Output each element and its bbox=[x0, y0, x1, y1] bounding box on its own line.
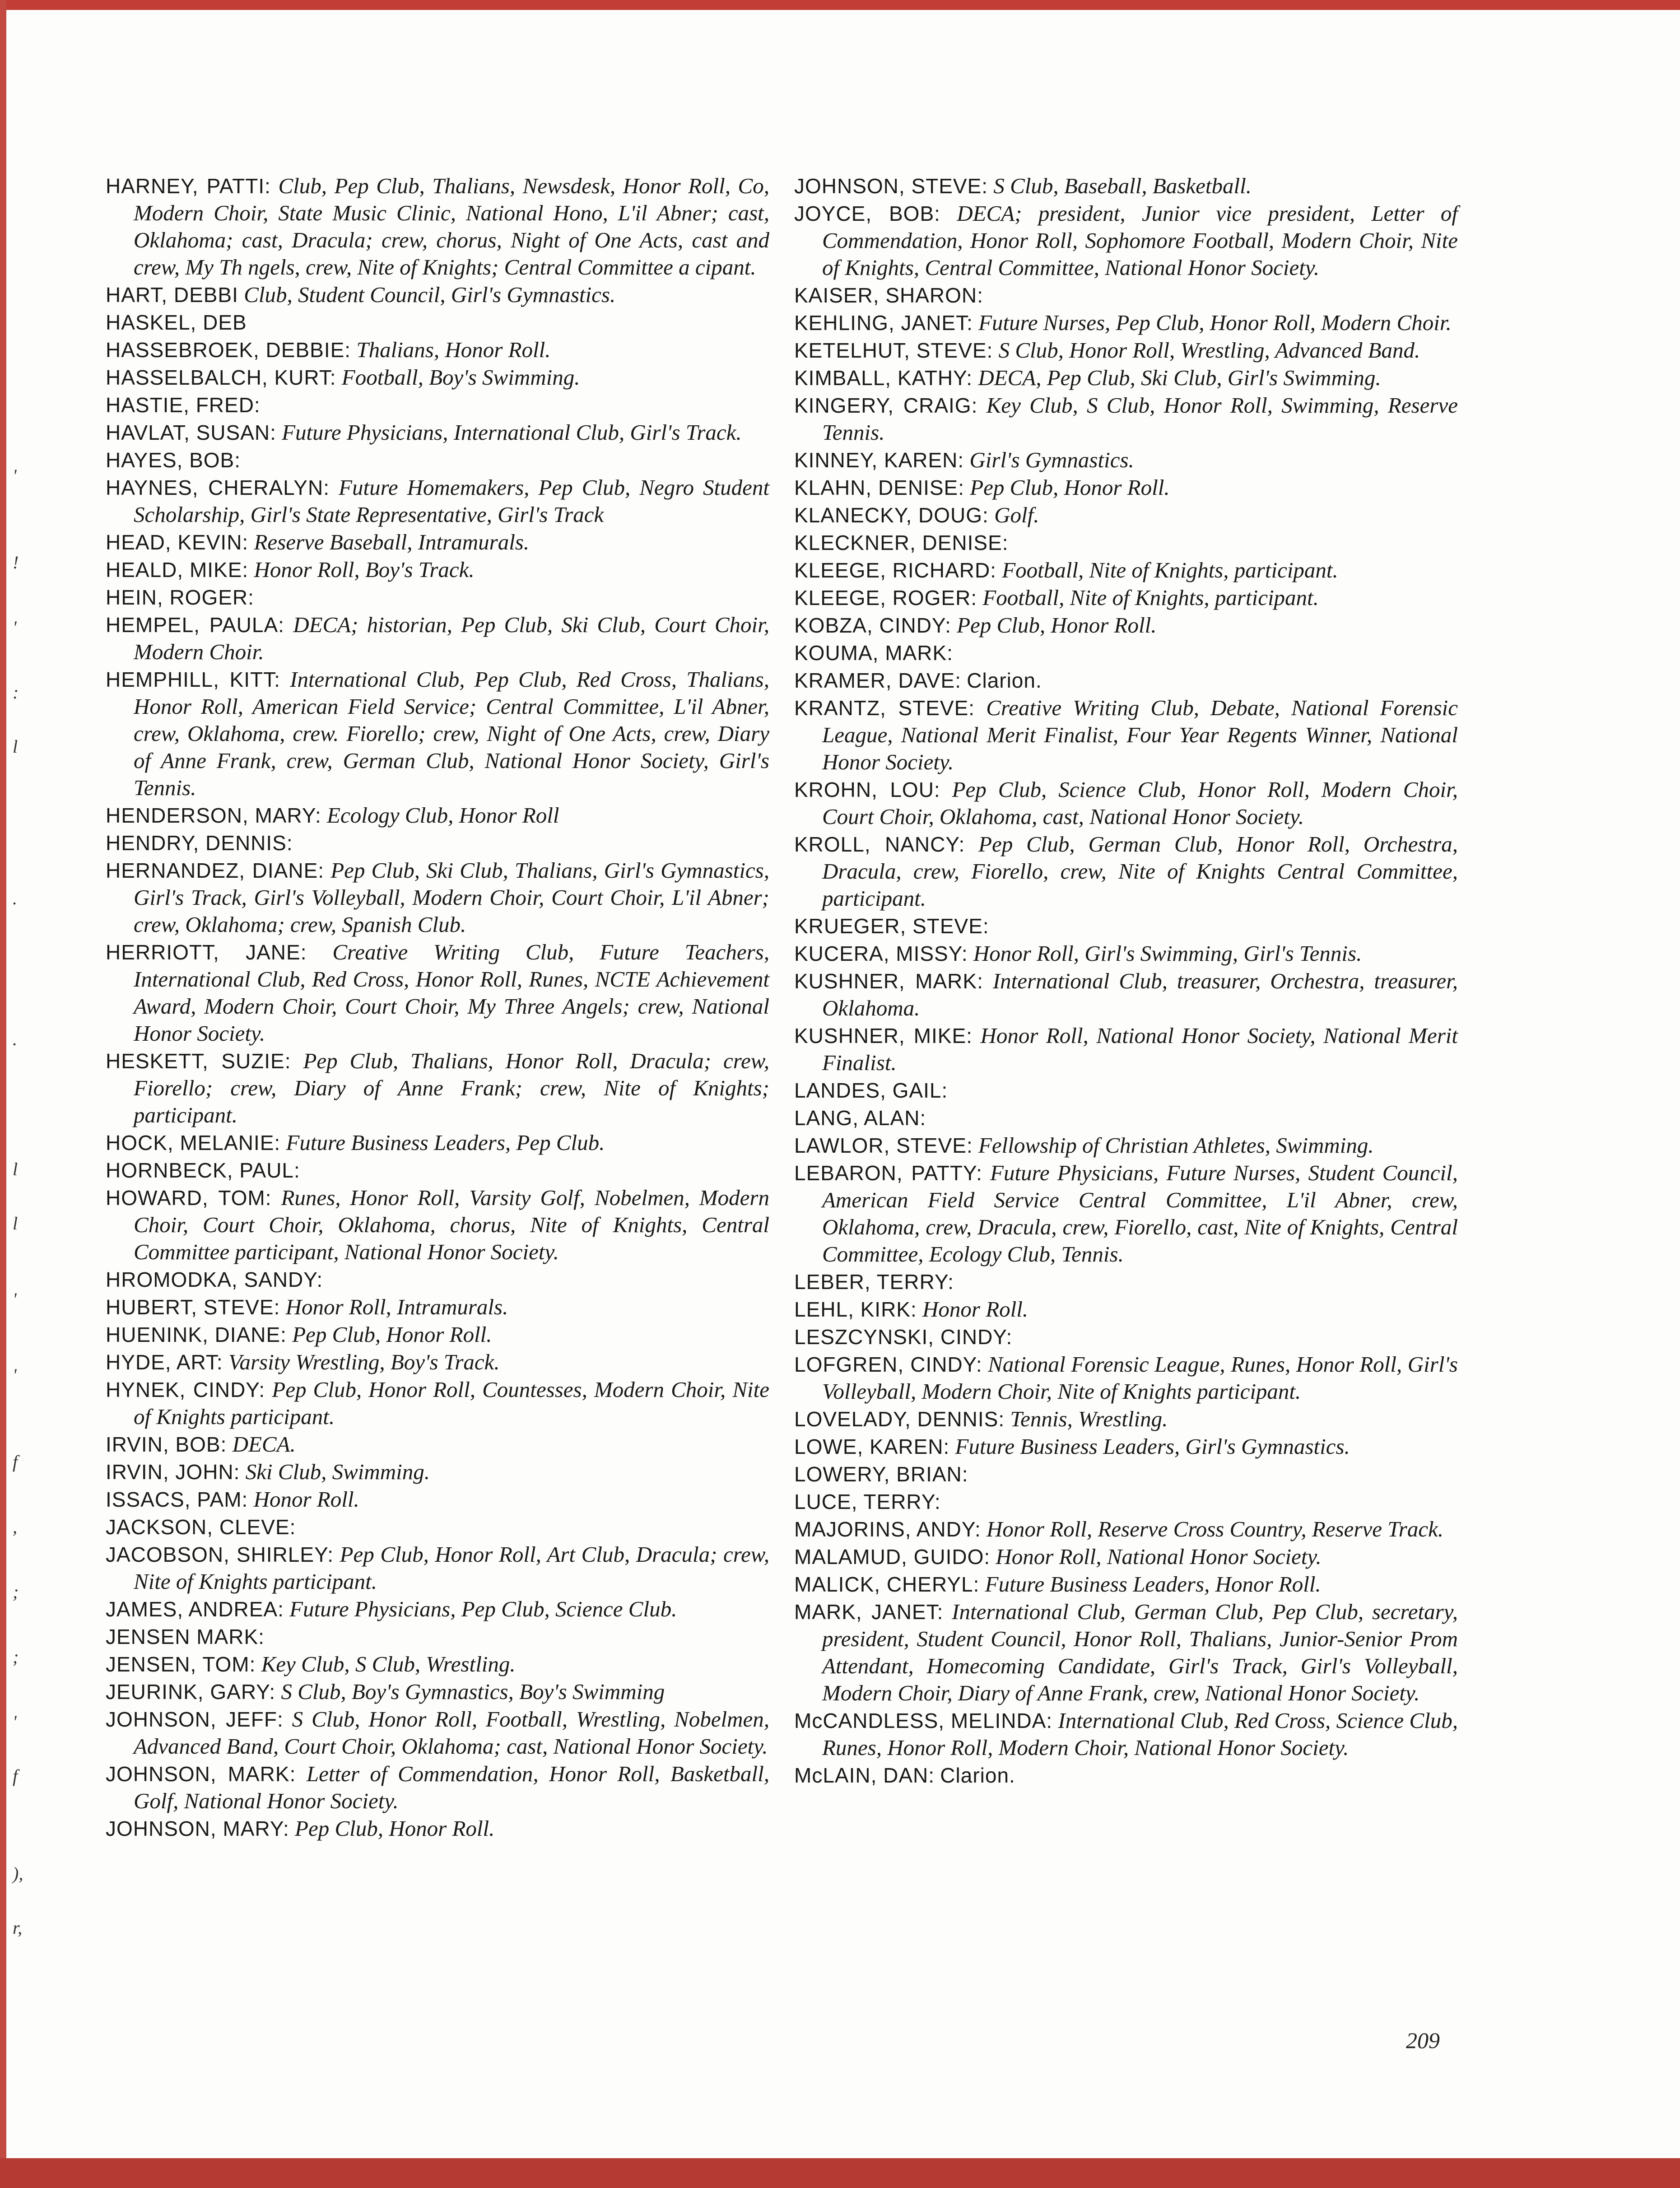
student-activities: International Club, Red Cross, Science Club, Runes, Honor Roll, Modern Choir, National Honor Society. bbox=[822, 1708, 1458, 1760]
directory-entry bbox=[794, 831, 1458, 912]
student-name: KUSHNER, MIKE: bbox=[794, 1024, 973, 1047]
directory-entry bbox=[794, 1433, 1458, 1460]
student-activities: International Club, German Club, Pep Club, secretary, president, Student Council, Honor Roll, Thalians, Junior-Senior Prom Attendant, Homecoming Candidate, Girl's Track, Girl's Volleyball, Modern Choir, Diary of Anne Frank, crew, National Honor Society. bbox=[822, 1599, 1458, 1705]
student-name: JENSEN, TOM: bbox=[106, 1653, 256, 1676]
directory-entry bbox=[794, 392, 1458, 446]
student-name: MALAMUD, GUIDO: bbox=[794, 1545, 991, 1569]
yearbook-page bbox=[6, 10, 1680, 2158]
student-name: HEMPHILL, KITT: bbox=[106, 668, 280, 691]
student-activities: Future Physicians, International Club, Girl's Track. bbox=[282, 420, 742, 445]
directory-entry bbox=[794, 1461, 1458, 1488]
directory-entry bbox=[794, 1351, 1458, 1405]
student-activities: DECA; president, Junior vice president, Letter of Commendation, Honor Roll, Sophomore Football, Modern Choir, Nite of Knights, Central Committee, National Honor Society. bbox=[822, 201, 1458, 280]
student-name: HOCK, MELANIE: bbox=[106, 1131, 281, 1155]
directory-entry bbox=[794, 1132, 1458, 1159]
student-name: JOYCE, BOB: bbox=[794, 202, 940, 225]
student-name: KOBZA, CINDY: bbox=[794, 614, 951, 637]
directory-entry bbox=[106, 829, 769, 857]
student-activities: Pep Club, Honor Roll. bbox=[295, 1816, 495, 1841]
student-name: HYNEK, CINDY: bbox=[106, 1378, 265, 1401]
directory-entry bbox=[106, 529, 769, 556]
student-name: KROHN, LOU: bbox=[794, 778, 940, 801]
student-name: HYDE, ART: bbox=[106, 1350, 223, 1374]
directory-entry bbox=[794, 1571, 1458, 1598]
student-name: LOVELADY, DENNIS: bbox=[794, 1407, 1005, 1431]
student-name: HAYES, BOB: bbox=[106, 448, 241, 472]
right-column bbox=[794, 172, 1458, 1789]
directory-entry bbox=[106, 857, 769, 938]
student-activities: Pep Club, Science Club, Honor Roll, Modern Choir, Court Choir, Oklahoma, cast, National Honor Society. bbox=[822, 777, 1458, 829]
student-activities: Creative Writing Club, Future Teachers, International Club, Red Cross, Honor Roll, Runes, NCTE Achievement Award, Modern Choir, Court Choir, My Three Angels; crew, National Honor Society. bbox=[134, 940, 769, 1046]
student-activities: Honor Roll, Intramurals. bbox=[285, 1294, 508, 1319]
student-name: HERNANDEZ, DIANE: bbox=[106, 859, 325, 882]
student-name: KLANECKY, DOUG: bbox=[794, 503, 989, 527]
student-name: KRUEGER, STEVE: bbox=[794, 914, 989, 938]
directory-entry bbox=[106, 1294, 769, 1321]
student-activities: Future Physicians, Future Nurses, Student Council, American Field Service Central Committee, L'il Abner, crew, Oklahoma, crew, Dracula, crew, Fiorello, cast, Nite of Knights, Central Committee, Ecology Club, Tennis. bbox=[822, 1160, 1458, 1266]
directory-entry bbox=[794, 1296, 1458, 1323]
gutter-mark: ' bbox=[13, 1712, 17, 1732]
directory-entry bbox=[794, 309, 1458, 336]
directory-entry bbox=[106, 1651, 769, 1678]
student-name: HASKEL, DEB bbox=[106, 311, 247, 334]
directory-entry bbox=[106, 939, 769, 1047]
student-activities: Football, Nite of Knights, participant. bbox=[1002, 558, 1338, 582]
student-name: LUCE, TERRY: bbox=[794, 1490, 941, 1513]
student-name: LEHL, KIRK: bbox=[794, 1298, 917, 1321]
student-activities: Honor Roll. bbox=[922, 1297, 1028, 1322]
directory-entry bbox=[794, 1598, 1458, 1707]
student-name: JACKSON, CLEVE: bbox=[106, 1515, 296, 1539]
student-name: HORNBECK, PAUL: bbox=[106, 1159, 300, 1182]
gutter-mark: . bbox=[13, 1029, 17, 1049]
directory-entry bbox=[106, 309, 769, 336]
student-name: KROLL, NANCY: bbox=[794, 833, 965, 856]
gutter-mark: ; bbox=[13, 1647, 19, 1667]
gutter-mark: l bbox=[13, 736, 18, 757]
student-name: LOWERY, BRIAN: bbox=[794, 1462, 968, 1486]
student-name: IRVIN, BOB: bbox=[106, 1433, 227, 1456]
student-name: KAISER, SHARON: bbox=[794, 284, 983, 307]
directory-entry bbox=[794, 474, 1458, 501]
student-name: IRVIN, JOHN: bbox=[106, 1460, 240, 1484]
directory-entry bbox=[794, 612, 1458, 639]
student-activities: Pep Club, Honor Roll, Art Club, Dracula; crew, Nite of Knights participant. bbox=[134, 1542, 770, 1594]
student-name: HAYNES, CHERALYN: bbox=[106, 476, 330, 499]
student-activities: S Club, Boy's Gymnastics, Boy's Swimming bbox=[281, 1679, 665, 1704]
directory-entry bbox=[106, 1349, 769, 1376]
student-activities: Key Club, S Club, Wrestling. bbox=[261, 1652, 516, 1676]
student-name: ISSACS, PAM: bbox=[106, 1488, 248, 1511]
gutter-mark: ' bbox=[13, 1365, 17, 1385]
student-activities: Varsity Wrestling, Boy's Track. bbox=[228, 1350, 500, 1374]
student-activities: S Club, Honor Roll, Wrestling, Advanced Band. bbox=[998, 338, 1420, 363]
gutter-mark: ! bbox=[13, 552, 19, 573]
gutter-marks bbox=[6, 10, 33, 2158]
directory-entry bbox=[106, 1321, 769, 1348]
student-activities: Pep Club, Honor Roll. bbox=[292, 1322, 492, 1347]
student-activities: Club, Student Council, Girl's Gymnastics. bbox=[244, 282, 616, 307]
directory-entry bbox=[794, 694, 1458, 776]
student-activities: National Forensic League, Runes, Honor Roll, Girl's Volleyball, Modern Choir, Nite of Knights participant. bbox=[822, 1352, 1458, 1404]
student-name: JOHNSON, MARK: bbox=[106, 1762, 296, 1786]
directory-entry bbox=[106, 172, 769, 281]
gutter-mark: f bbox=[13, 1452, 18, 1472]
student-name: KETELHUT, STEVE: bbox=[794, 339, 993, 362]
directory-entry bbox=[106, 1129, 769, 1156]
student-name: KOUMA, MARK: bbox=[794, 641, 953, 665]
student-name: HEIN, ROGER: bbox=[106, 586, 254, 609]
student-activities: Football, Boy's Swimming. bbox=[341, 365, 580, 390]
directory-entry bbox=[106, 1623, 769, 1650]
student-activities: Fellowship of Christian Athletes, Swimming. bbox=[978, 1133, 1374, 1158]
student-activities: S Club, Honor Roll, Football, Wrestling, Nobelmen, Advanced Band, Court Choir, Oklahoma; cast, National Honor Society. bbox=[134, 1707, 769, 1759]
student-name: LANG, ALAN: bbox=[794, 1106, 926, 1130]
student-activities: Future Physicians, Pep Club, Science Club. bbox=[289, 1597, 677, 1621]
directory-entry bbox=[106, 1047, 769, 1129]
directory-entry bbox=[106, 584, 769, 611]
directory-entry bbox=[106, 1815, 769, 1842]
student-name: HUBERT, STEVE: bbox=[106, 1295, 280, 1319]
directory-entry bbox=[106, 474, 769, 528]
student-activities: Honor Roll. bbox=[253, 1487, 359, 1512]
student-activities: Ecology Club, Honor Roll bbox=[327, 803, 559, 828]
student-activities: Future Homemakers, Pep Club, Negro Student Scholarship, Girl's State Representative, Girl's Track bbox=[134, 475, 769, 527]
directory-entry bbox=[106, 1376, 769, 1430]
student-name: HENDERSON, MARY: bbox=[106, 804, 321, 827]
student-name: MALICK, CHERYL: bbox=[794, 1573, 980, 1596]
student-activities: Golf. bbox=[994, 503, 1039, 527]
student-name: HASSELBALCH, KURT: bbox=[106, 366, 336, 389]
student-name: KUSHNER, MARK: bbox=[794, 969, 983, 993]
directory-entry bbox=[794, 364, 1458, 391]
student-name: HEAD, KEVIN: bbox=[106, 531, 249, 554]
student-name: HASTIE, FRED: bbox=[106, 393, 261, 417]
directory-entry bbox=[794, 940, 1458, 967]
student-activities: S Club, Baseball, Basketball. bbox=[993, 173, 1252, 198]
student-activities: Honor Roll, National Honor Society, National Merit Finalist. bbox=[822, 1023, 1458, 1075]
student-activities: Thalians, Honor Roll. bbox=[356, 337, 551, 362]
student-activities: International Club, treasurer, Orchestra, treasurer, Oklahoma. bbox=[822, 968, 1458, 1020]
student-activities: Key Club, S Club, Honor Roll, Swimming, Reserve Tennis. bbox=[822, 393, 1458, 445]
student-name: KUCERA, MISSY: bbox=[794, 942, 968, 965]
directory-entry bbox=[794, 584, 1458, 611]
gutter-mark: . bbox=[13, 888, 17, 908]
directory-entry bbox=[106, 611, 769, 666]
gutter-mark: : bbox=[13, 682, 19, 703]
student-activities: Pep Club, Honor Roll. bbox=[957, 613, 1157, 638]
student-activities: Pep Club, Honor Roll, Countesses, Modern Choir, Nite of Knights participant. bbox=[134, 1377, 769, 1429]
student-name: HERRIOTT, JANE: bbox=[106, 940, 307, 964]
student-activities: DECA. bbox=[232, 1432, 296, 1457]
student-activities: Creative Writing Club, Debate, National Forensic League, National Merit Finalist, Four Year Regents Winner, National Honor Society. bbox=[822, 695, 1458, 774]
student-name: HART, DEBBI bbox=[106, 283, 238, 307]
directory-entry bbox=[794, 1268, 1458, 1295]
student-name: JEURINK, GARY: bbox=[106, 1680, 276, 1704]
directory-entry bbox=[794, 172, 1458, 200]
directory-entry bbox=[106, 1513, 769, 1541]
student-name: KIMBALL, KATHY: bbox=[794, 366, 973, 390]
student-name: JAMES, ANDREA: bbox=[106, 1597, 284, 1621]
directory-entry bbox=[106, 1458, 769, 1485]
student-name: KLAHN, DENISE: bbox=[794, 476, 964, 499]
gutter-mark: , bbox=[13, 1517, 17, 1537]
student-name: HOWARD, TOM: bbox=[106, 1186, 272, 1210]
student-name: KLEEGE, ROGER: bbox=[794, 586, 977, 610]
student-name: HARNEY, PATTI: bbox=[106, 174, 271, 198]
directory-entry bbox=[794, 337, 1458, 364]
student-name: KLECKNER, DENISE: bbox=[794, 531, 1009, 554]
student-activities: Honor Roll, Reserve Cross Country, Reserve Track. bbox=[987, 1517, 1444, 1541]
gutter-mark: ' bbox=[13, 617, 17, 638]
student-name: HASSEBROEK, DEBBIE: bbox=[106, 338, 351, 362]
gutter-mark: r, bbox=[13, 1918, 23, 1938]
student-name: LEBARON, PATTY: bbox=[794, 1161, 982, 1185]
directory-entry bbox=[106, 364, 769, 391]
directory-entry bbox=[794, 1543, 1458, 1570]
directory-entry bbox=[106, 1706, 769, 1760]
student-name: JOHNSON, STEVE: bbox=[794, 174, 988, 198]
gutter-mark: l bbox=[13, 1213, 18, 1234]
directory-entry bbox=[794, 912, 1458, 940]
student-name: HUENINK, DIANE: bbox=[106, 1323, 287, 1346]
gutter-mark: ' bbox=[13, 466, 17, 486]
directory-entry bbox=[106, 1486, 769, 1513]
student-activities: Honor Roll, National Honor Society. bbox=[996, 1544, 1322, 1569]
student-activities: Future Business Leaders, Pep Club. bbox=[286, 1130, 605, 1155]
student-name: MAJORINS, ANDY: bbox=[794, 1518, 981, 1541]
directory-entry bbox=[106, 1157, 769, 1184]
student-name: JOHNSON, MARY: bbox=[106, 1817, 289, 1840]
student-name: KRAMER, DAVE: bbox=[794, 669, 961, 692]
student-name: LAWLOR, STEVE: bbox=[794, 1134, 973, 1157]
student-activities: Tennis, Wrestling. bbox=[1010, 1406, 1168, 1431]
student-name: KINNEY, KAREN: bbox=[794, 448, 964, 472]
directory-entry bbox=[794, 1707, 1458, 1761]
directory-entry bbox=[794, 776, 1458, 830]
student-activities: Football, Nite of Knights, participant. bbox=[982, 585, 1319, 610]
student-name: LOWE, KAREN: bbox=[794, 1435, 950, 1458]
gutter-mark: f bbox=[13, 1766, 18, 1786]
directory-entry bbox=[794, 1159, 1458, 1268]
directory-entry bbox=[106, 391, 769, 419]
page-number: 209 bbox=[1406, 2028, 1440, 2053]
directory-entry bbox=[794, 282, 1458, 309]
student-activities: DECA, Pep Club, Ski Club, Girl's Swimming. bbox=[978, 365, 1381, 390]
student-activities: Future Business Leaders, Girl's Gymnastics. bbox=[955, 1434, 1350, 1459]
student-activities: Runes, Honor Roll, Varsity Golf, Nobelmen, Modern Choir, Court Choir, Oklahoma, chorus, Nite of Knights, Central Committee participant, National Honor Society. bbox=[134, 1185, 769, 1264]
student-activities: Pep Club, Honor Roll. bbox=[970, 475, 1170, 500]
directory-entry bbox=[794, 667, 1458, 694]
student-activities: Honor Roll, Boy's Track. bbox=[254, 557, 475, 582]
student-activities: International Club, Pep Club, Red Cross, Thalians, Honor Roll, American Field Service; Central Committee, L'il Abner, crew, Oklahoma, crew. Fiorello; crew, Night of One Acts, crew, Diary of Anne Frank, crew, German Club, National Honor Society, Girl's Tennis. bbox=[134, 667, 769, 800]
directory-entry bbox=[794, 968, 1458, 1022]
student-name: LEBER, TERRY: bbox=[794, 1270, 954, 1294]
directory-entry bbox=[794, 1323, 1458, 1350]
directory-entry bbox=[106, 281, 769, 308]
student-activities: Future Business Leaders, Honor Roll. bbox=[985, 1572, 1321, 1597]
page-bottom-edge bbox=[0, 2158, 1680, 2188]
directory-entry bbox=[794, 1022, 1458, 1076]
directory-entry bbox=[794, 447, 1458, 474]
directory-entry bbox=[106, 419, 769, 446]
student-name: KRANTZ, STEVE: bbox=[794, 696, 975, 720]
directory-entry bbox=[794, 1762, 1458, 1789]
left-column bbox=[106, 172, 769, 1843]
directory-entry bbox=[794, 1406, 1458, 1433]
directory-entry bbox=[106, 1184, 769, 1266]
directory-entry bbox=[106, 336, 769, 363]
student-name: HROMODKA, SANDY: bbox=[106, 1268, 323, 1291]
student-activities: Girl's Gymnastics. bbox=[969, 447, 1134, 472]
directory-entry bbox=[794, 200, 1458, 281]
directory-entry bbox=[106, 447, 769, 474]
student-activities: Pep Club, Thalians, Honor Roll, Dracula; crew, Fiorello; crew, Diary of Anne Frank; crew, Nite of Knights; participant. bbox=[134, 1048, 769, 1127]
student-name: MARK, JANET: bbox=[794, 1600, 944, 1624]
student-name: HESKETT, SUZIE: bbox=[106, 1049, 291, 1073]
student-activities: Letter of Commendation, Honor Roll, Basketball, Golf, National Honor Society. bbox=[134, 1761, 770, 1813]
directory-entry bbox=[794, 639, 1458, 666]
directory-entry bbox=[106, 1760, 769, 1815]
student-activities: Clarion. bbox=[940, 1764, 1015, 1787]
directory-entry bbox=[106, 1678, 769, 1705]
student-name: HEMPEL, PAULA: bbox=[106, 613, 284, 637]
student-name: HAVLAT, SUSAN: bbox=[106, 421, 276, 444]
student-name: KINGERY, CRAIG: bbox=[794, 394, 978, 417]
directory-entry bbox=[794, 1077, 1458, 1104]
directory-entry bbox=[106, 802, 769, 829]
directory-entry bbox=[794, 1104, 1458, 1131]
directory-entry bbox=[106, 666, 769, 801]
page-left-edge bbox=[0, 0, 6, 2188]
student-activities: Future Nurses, Pep Club, Honor Roll, Modern Choir. bbox=[978, 310, 1452, 335]
directory-entry bbox=[794, 1516, 1458, 1543]
student-name: LANDES, GAIL: bbox=[794, 1079, 948, 1102]
student-activities: Pep Club, German Club, Honor Roll, Orchestra, Dracula, crew, Fiorello, crew, Nite of Knights Central Committee, participant. bbox=[822, 832, 1458, 911]
directory-entry bbox=[794, 1488, 1458, 1515]
directory-entry bbox=[106, 1266, 769, 1293]
page-top-edge bbox=[0, 0, 1680, 10]
directory-entry bbox=[106, 556, 769, 583]
gutter-mark: ), bbox=[13, 1863, 23, 1884]
student-name: KLEEGE, RICHARD: bbox=[794, 559, 996, 582]
student-name: KEHLING, JANET: bbox=[794, 311, 973, 335]
student-activities: Ski Club, Swimming. bbox=[245, 1459, 430, 1484]
student-name: LESZCYNSKI, CINDY: bbox=[794, 1325, 1013, 1349]
student-name: HEALD, MIKE: bbox=[106, 558, 249, 582]
gutter-mark: l bbox=[13, 1159, 18, 1179]
directory-entry bbox=[794, 529, 1458, 556]
student-activities: Pep Club, Ski Club, Thalians, Girl's Gymnastics, Girl's Track, Girl's Volleyball, Modern Choir, Court Choir, L'il Abner; crew, Oklahoma; crew, Spanish Club. bbox=[134, 858, 769, 937]
student-activities: Club, Pep Club, Thalians, Newsdesk, Honor Roll, Co, Modern Choir, State Music Clinic, National Hono, L'il Abner; cast, Oklahoma; cast, Dracula; crew, chorus, Night of One Acts, cast and crew, My Th ngels, crew, Nite of Knights; Central Committee a cipant. bbox=[134, 173, 769, 279]
student-name: McLAIN, DAN: bbox=[794, 1764, 935, 1787]
student-name: JENSEN MARK: bbox=[106, 1625, 265, 1648]
directory-entry bbox=[106, 1541, 769, 1595]
student-name: HENDRY, DENNIS: bbox=[106, 831, 293, 855]
student-name: McCANDLESS, MELINDA: bbox=[794, 1709, 1053, 1732]
directory-entry bbox=[794, 502, 1458, 529]
student-activities: Honor Roll, Girl's Swimming, Girl's Tennis. bbox=[973, 941, 1362, 966]
student-activities: DECA; historian, Pep Club, Ski Club, Court Choir, Modern Choir. bbox=[134, 612, 770, 664]
student-name: LOFGREN, CINDY: bbox=[794, 1353, 982, 1376]
student-name: JOHNSON, JEFF: bbox=[106, 1708, 284, 1731]
student-activities: Reserve Baseball, Intramurals. bbox=[254, 530, 530, 554]
student-name: JACOBSON, SHIRLEY: bbox=[106, 1543, 334, 1566]
directory-entry bbox=[106, 1596, 769, 1623]
gutter-mark: ; bbox=[13, 1582, 19, 1602]
student-activities: Clarion. bbox=[967, 669, 1042, 692]
directory-entry bbox=[794, 557, 1458, 584]
directory-entry bbox=[106, 1431, 769, 1458]
gutter-mark: ' bbox=[13, 1289, 17, 1309]
